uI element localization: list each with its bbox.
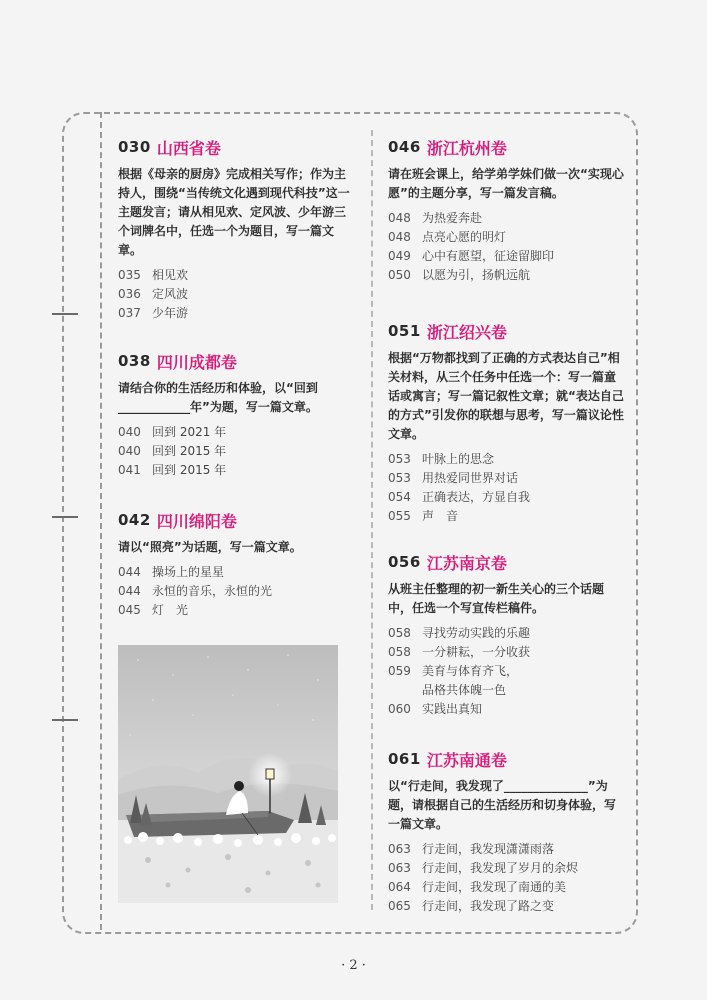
section-header [388,746,624,772]
page-number: 040 [118,444,141,458]
article-item[interactable] [388,450,624,469]
article-title: 回到 2015 年 [152,444,227,458]
page-number: 035 [118,268,141,282]
night-boat-illustration [118,645,338,903]
page-number: 040 [118,425,141,439]
section-region: 四川成都卷 [156,352,237,372]
section-region: 江苏南通卷 [426,750,507,770]
article-title: 以愿为引，扬帆远航 [422,268,531,282]
article-item[interactable] [118,601,354,620]
article-title: 永恒的音乐，永恒的光 [152,584,273,598]
section-code: 038 [118,352,151,370]
page-number: 048 [388,230,411,244]
article-item[interactable] [388,488,624,507]
article-item[interactable] [388,469,624,488]
page-number: 048 [388,211,411,225]
page-number: 050 [388,268,411,282]
article-item[interactable] [388,700,624,719]
page-number: 049 [388,249,411,263]
article-item[interactable] [388,624,624,643]
section-region: 山西省卷 [156,138,221,158]
section-header [388,549,624,575]
page-number: 053 [388,452,411,466]
page-number: 060 [388,702,411,716]
section-prompt: 根据“万物都找到了正确的方式表达自己”相关材料，从三个任务中任选一个：写一篇童话或寓言；写一篇记叙性文章；就“表达自己的方式”引发你的联想与思考，写一篇议论性文章。 [388,351,624,441]
page-number: 065 [388,899,411,913]
article-title: 回到 2021 年 [152,425,227,439]
page-number: 037 [118,306,141,320]
article-title: 品格共体魄一色 [422,683,507,697]
article-list [388,450,624,526]
article-item[interactable] [118,423,354,442]
article-item[interactable] [388,228,624,247]
page-number: 044 [118,565,141,579]
page-number: 053 [388,471,411,485]
page-number: 063 [388,842,411,856]
section-prompt: 请以“照亮”为话题，写一篇文章。 [118,540,302,554]
page-number: 059 [388,664,411,678]
section-region: 四川绵阳卷 [156,511,237,531]
section-region: 浙江杭州卷 [426,138,507,158]
section-code: 042 [118,511,151,529]
article-title: 灯 光 [152,603,189,617]
article-item[interactable] [388,878,624,897]
section-code: 046 [388,138,421,156]
section-code: 056 [388,553,421,571]
article-title: 定风波 [152,287,189,301]
article-title: 少年游 [152,306,189,320]
article-title: 操场上的星星 [152,565,225,579]
article-title: 为热爱奔赴 [422,211,483,225]
article-title: 行走间，我发现潇潇雨落 [422,842,555,856]
section-prompt: 根据《母亲的厨房》完成相关写作；作为主持人，围绕“当传统文化遇到现代科技”这一主题发言；请从相见欢、定风波、少年游三个词牌名中，任选一个为题目，写一篇文章。 [118,167,350,257]
article-title: 回到 2015 年 [152,463,227,477]
section-mianyang [118,507,354,620]
column-divider [371,130,373,910]
article-title: 美育与体育齐飞， [422,664,519,678]
article-item[interactable] [118,304,354,323]
page-number: 036 [118,287,141,301]
article-title: 行走间，我发现了路之变 [422,899,555,913]
section-shaoxing [388,318,624,526]
section-code: 061 [388,750,421,768]
section-nantong [388,746,624,916]
article-list [388,840,624,916]
article-item[interactable] [388,681,624,700]
page-number: 058 [388,645,411,659]
section-prompt: 以“行走间，我发现了______________”为题，请根据自己的生活经历和切身体验，写一篇文章。 [388,779,617,831]
article-item[interactable] [388,507,624,526]
section-region: 浙江绍兴卷 [426,322,507,342]
section-shanxi [118,134,354,323]
article-item[interactable] [118,563,354,582]
section-chengdu [118,348,354,480]
article-list [388,209,624,285]
article-title: 寻找劳动实践的乐趣 [422,626,531,640]
section-prompt: 请在班会课上，给学弟学妹们做一次“实现心愿”的主题分享，写一篇发言稿。 [388,167,624,200]
article-title: 心中有愿望，征途留脚印 [422,249,555,263]
article-item[interactable] [118,266,354,285]
binder-tab [52,516,78,518]
article-item[interactable] [118,582,354,601]
section-header [118,134,354,160]
article-title: 一分耕耘，一分收获 [422,645,531,659]
article-item[interactable] [388,897,624,916]
article-item[interactable] [388,266,624,285]
article-list [118,266,354,323]
section-header [118,507,354,533]
article-item[interactable] [388,643,624,662]
page-number-footer: · 2 · [341,958,366,973]
article-item[interactable] [118,442,354,461]
article-list [118,423,354,480]
article-item[interactable] [388,859,624,878]
page-number: 041 [118,463,141,477]
article-list [118,563,354,620]
binding-line [100,112,102,930]
article-item[interactable] [388,840,624,859]
article-item[interactable] [388,247,624,266]
article-item[interactable] [388,209,624,228]
article-item[interactable] [118,285,354,304]
article-title: 用热爱同世界对话 [422,471,519,485]
page-number [388,681,422,700]
section-nanjing [388,549,624,719]
page-number: 044 [118,584,141,598]
section-header [388,318,624,344]
section-code: 051 [388,322,421,340]
article-item[interactable] [118,461,354,480]
article-title: 叶脉上的思念 [422,452,495,466]
section-prompt: 从班主任整理的初一新生关心的三个话题中，任选一个写宣传栏稿件。 [388,582,605,615]
section-header [118,348,354,374]
section-hangzhou [388,134,624,285]
page-number: 064 [388,880,411,894]
article-title: 行走间，我发现了岁月的余烬 [422,861,579,875]
section-code: 030 [118,138,151,156]
article-item[interactable] [388,662,624,681]
article-title: 相见欢 [152,268,189,282]
binder-tab [52,719,78,721]
section-prompt: 请结合你的生活经历和体验，以“回到____________年”为题，写一篇文章。 [118,381,318,414]
article-title: 声 音 [422,509,459,523]
article-list [388,624,624,719]
page-number: 058 [388,626,411,640]
page-number: 055 [388,509,411,523]
article-title: 实践出真知 [422,702,483,716]
article-title: 点亮心愿的明灯 [422,230,507,244]
page-number: 063 [388,861,411,875]
article-title: 行走间，我发现了南通的美 [422,880,567,894]
page-number: 054 [388,490,411,504]
binder-tab [52,313,78,315]
section-region: 江苏南京卷 [426,553,507,573]
section-header [388,134,624,160]
article-title: 正确表达，方显自我 [422,490,531,504]
page-number: 045 [118,603,141,617]
